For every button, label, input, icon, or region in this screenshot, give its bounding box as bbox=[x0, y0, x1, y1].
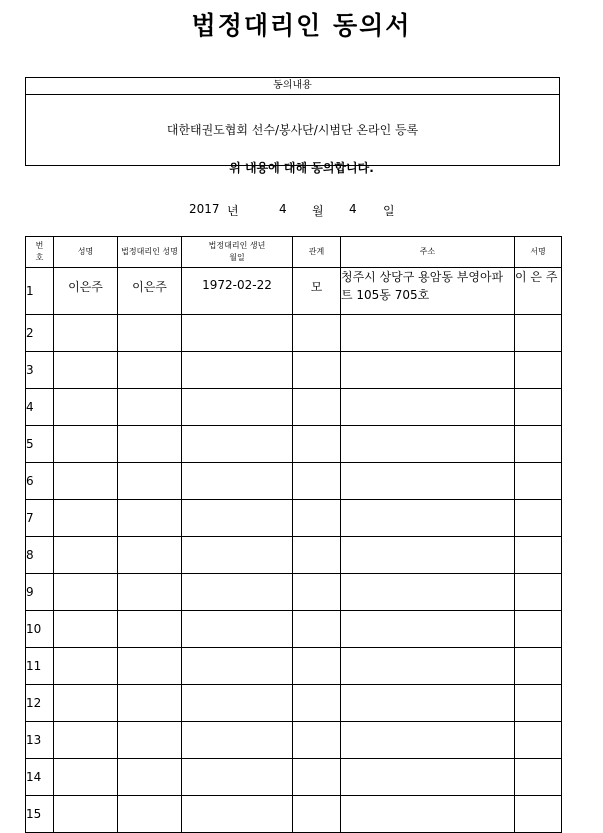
row-relation bbox=[293, 611, 341, 648]
row-guardian-birth bbox=[182, 315, 293, 352]
row-number: 12 bbox=[26, 685, 54, 722]
row-signature bbox=[515, 648, 562, 685]
row-name: 이은주 bbox=[54, 268, 118, 315]
row-relation bbox=[293, 648, 341, 685]
row-relation bbox=[293, 352, 341, 389]
table-row bbox=[26, 352, 562, 389]
row-guardian-name bbox=[118, 537, 182, 574]
row-signature bbox=[515, 796, 562, 833]
row-guardian-birth: 1972-02-22 bbox=[182, 268, 293, 315]
row-signature bbox=[515, 426, 562, 463]
row-relation bbox=[293, 759, 341, 796]
date-day-unit: 일 bbox=[383, 204, 395, 218]
row-number: 8 bbox=[26, 537, 54, 574]
row-guardian-birth bbox=[182, 500, 293, 537]
row-guardian-name bbox=[118, 352, 182, 389]
row-number: 15 bbox=[26, 796, 54, 833]
table-header-row bbox=[26, 237, 562, 268]
row-name bbox=[54, 426, 118, 463]
header-birth: 법정대리인 생년월일 bbox=[182, 237, 293, 268]
row-guardian-name bbox=[118, 315, 182, 352]
row-name bbox=[54, 352, 118, 389]
row-name bbox=[54, 315, 118, 352]
row-number: 9 bbox=[26, 574, 54, 611]
row-relation bbox=[293, 574, 341, 611]
header-name: 성명 bbox=[54, 237, 118, 268]
row-guardian-birth bbox=[182, 574, 293, 611]
row-relation bbox=[293, 796, 341, 833]
row-signature bbox=[515, 685, 562, 722]
header-relation: 관계 bbox=[293, 237, 341, 268]
row-guardian-birth bbox=[182, 426, 293, 463]
header-sign: 서명 bbox=[515, 237, 562, 268]
table-row bbox=[26, 611, 562, 648]
row-relation bbox=[293, 537, 341, 574]
row-address bbox=[341, 426, 515, 463]
row-name bbox=[54, 463, 118, 500]
row-guardian-name bbox=[118, 463, 182, 500]
row-address bbox=[341, 315, 515, 352]
row-guardian-birth bbox=[182, 759, 293, 796]
row-guardian-name bbox=[118, 611, 182, 648]
row-guardian-birth bbox=[182, 537, 293, 574]
row-relation bbox=[293, 315, 341, 352]
row-name bbox=[54, 537, 118, 574]
date-year: 2017 bbox=[189, 202, 220, 216]
row-guardian-name bbox=[118, 759, 182, 796]
row-address bbox=[341, 500, 515, 537]
table-row bbox=[26, 500, 562, 537]
row-signature bbox=[515, 759, 562, 796]
row-signature bbox=[515, 315, 562, 352]
row-guardian-name bbox=[118, 574, 182, 611]
table-row bbox=[26, 389, 562, 426]
row-number: 1 bbox=[26, 268, 54, 315]
row-number: 2 bbox=[26, 315, 54, 352]
page-title: 법정대리인 동의서 bbox=[191, 11, 412, 40]
table-row bbox=[26, 463, 562, 500]
table-row bbox=[26, 759, 562, 796]
row-signature bbox=[515, 463, 562, 500]
row-relation bbox=[293, 463, 341, 500]
row-guardian-name bbox=[118, 685, 182, 722]
row-guardian-birth bbox=[182, 389, 293, 426]
row-guardian-name: 이은주 bbox=[118, 268, 182, 315]
row-name bbox=[54, 722, 118, 759]
row-address bbox=[341, 759, 515, 796]
row-relation bbox=[293, 685, 341, 722]
row-name bbox=[54, 648, 118, 685]
row-guardian-birth bbox=[182, 648, 293, 685]
row-address bbox=[341, 574, 515, 611]
row-number: 7 bbox=[26, 500, 54, 537]
row-guardian-name bbox=[118, 389, 182, 426]
row-guardian-name bbox=[118, 796, 182, 833]
row-guardian-name bbox=[118, 722, 182, 759]
guardian-table bbox=[25, 236, 562, 833]
row-address bbox=[341, 389, 515, 426]
row-name bbox=[54, 685, 118, 722]
row-number: 3 bbox=[26, 352, 54, 389]
row-signature bbox=[515, 352, 562, 389]
table-row bbox=[26, 315, 562, 352]
row-relation bbox=[293, 722, 341, 759]
row-number: 4 bbox=[26, 389, 54, 426]
row-signature: 이 은 주 bbox=[515, 268, 562, 315]
row-address bbox=[341, 796, 515, 833]
row-signature bbox=[515, 537, 562, 574]
date-month: 4 bbox=[279, 202, 287, 216]
row-guardian-birth bbox=[182, 352, 293, 389]
table-row bbox=[26, 796, 562, 833]
table-row bbox=[26, 685, 562, 722]
header-guardian: 법정대리인 성명 bbox=[118, 237, 182, 268]
row-address bbox=[341, 685, 515, 722]
row-guardian-name bbox=[118, 500, 182, 537]
row-relation bbox=[293, 389, 341, 426]
row-address bbox=[341, 648, 515, 685]
table-row bbox=[26, 537, 562, 574]
row-guardian-birth bbox=[182, 722, 293, 759]
row-address bbox=[341, 352, 515, 389]
row-relation: 모 bbox=[293, 268, 341, 315]
row-signature bbox=[515, 574, 562, 611]
row-name bbox=[54, 500, 118, 537]
row-address bbox=[341, 463, 515, 500]
header-no: 번호 bbox=[26, 237, 54, 268]
row-guardian-birth bbox=[182, 685, 293, 722]
row-relation bbox=[293, 500, 341, 537]
row-guardian-birth bbox=[182, 796, 293, 833]
row-signature bbox=[515, 611, 562, 648]
consent-box bbox=[25, 77, 560, 166]
row-number: 14 bbox=[26, 759, 54, 796]
table-row bbox=[26, 574, 562, 611]
table-row bbox=[26, 268, 562, 315]
row-relation bbox=[293, 426, 341, 463]
row-name bbox=[54, 611, 118, 648]
row-guardian-birth bbox=[182, 611, 293, 648]
table-row bbox=[26, 426, 562, 463]
date-day: 4 bbox=[349, 202, 357, 216]
consent-header: 동의내용 bbox=[26, 78, 559, 95]
header-address: 주소 bbox=[341, 237, 515, 268]
row-name bbox=[54, 389, 118, 426]
row-guardian-name bbox=[118, 648, 182, 685]
agree-statement: 위 내용에 대해 동의합니다. bbox=[229, 161, 374, 175]
row-signature bbox=[515, 722, 562, 759]
row-address bbox=[341, 611, 515, 648]
row-guardian-name bbox=[118, 426, 182, 463]
row-signature bbox=[515, 389, 562, 426]
row-name bbox=[54, 796, 118, 833]
row-number: 11 bbox=[26, 648, 54, 685]
row-guardian-birth bbox=[182, 463, 293, 500]
row-signature bbox=[515, 500, 562, 537]
row-number: 5 bbox=[26, 426, 54, 463]
row-name bbox=[54, 574, 118, 611]
date-month-unit: 월 bbox=[312, 204, 324, 218]
table-row bbox=[26, 648, 562, 685]
date-year-unit: 년 bbox=[227, 204, 239, 218]
row-address bbox=[341, 722, 515, 759]
row-number: 10 bbox=[26, 611, 54, 648]
table-row bbox=[26, 722, 562, 759]
row-number: 6 bbox=[26, 463, 54, 500]
row-address bbox=[341, 537, 515, 574]
row-number: 13 bbox=[26, 722, 54, 759]
consent-body: 대한태권도협회 선수/봉사단/시범단 온라인 등록 bbox=[166, 123, 419, 137]
row-name bbox=[54, 759, 118, 796]
row-address: 청주시 상당구 용암동 부영아파트 105동 705호 bbox=[341, 268, 515, 315]
